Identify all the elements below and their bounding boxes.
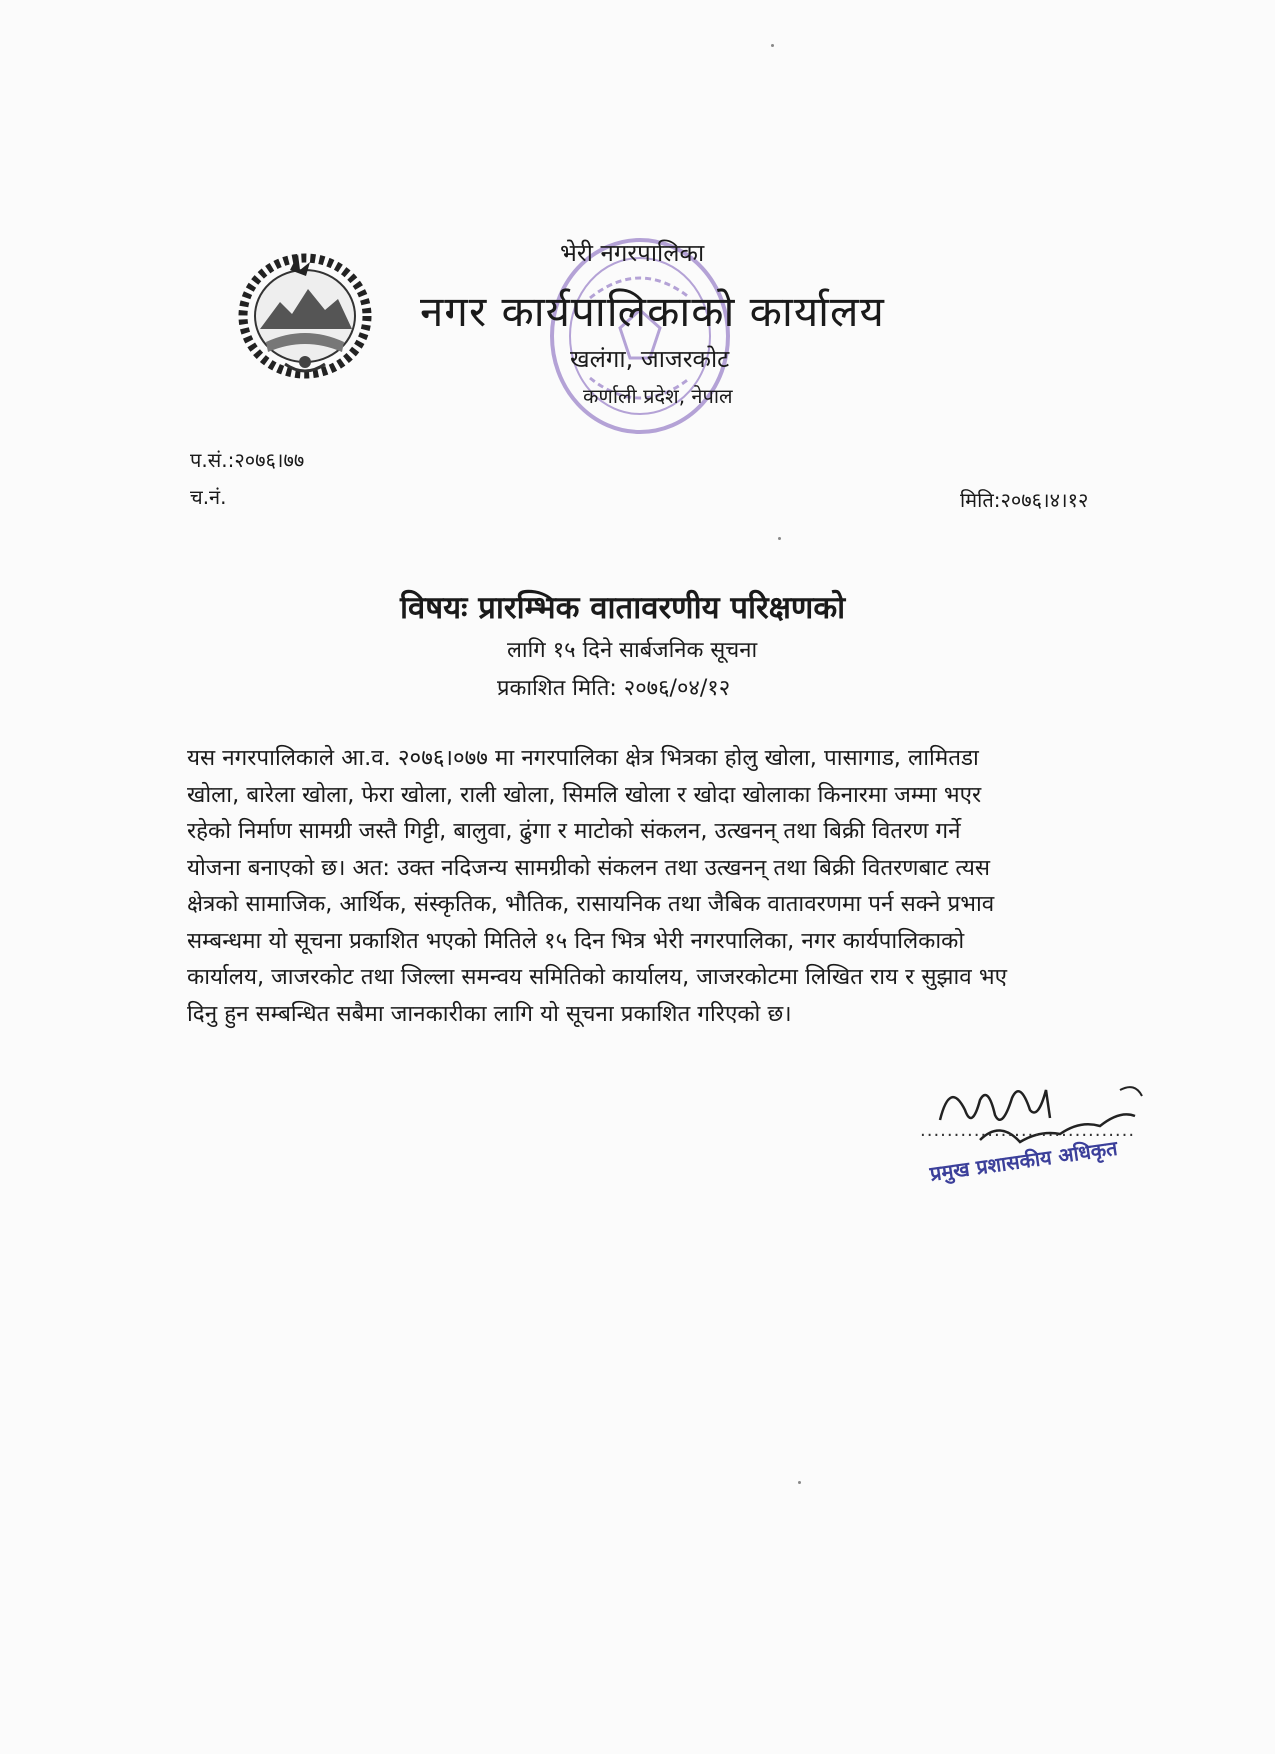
body-line: कार्यालय, जाजरकोट तथा जिल्ला समन्वय समितिको कार्यालय, जाजरकोटमा लिखित राय र सुझाव भए: [187, 964, 1007, 990]
scan-speck: [778, 537, 781, 540]
province-country: कर्णाली प्रदेश, नेपाल: [583, 384, 733, 408]
published-date: प्रकाशित मिति: २०७६/०४/१२: [497, 676, 731, 701]
municipality-name: भेरी नगरपालिका: [560, 239, 705, 267]
body-line: योजना बनाएको छ। अत: उक्त नदिजन्य सामग्रीको संकलन तथा उत्खनन् तथा बिक्री वितरणबाट त्यस: [187, 854, 991, 881]
patra-sankhya: प.सं.:२०७६।७७: [190, 448, 305, 472]
chalani-number: च.नं.: [190, 485, 227, 509]
body-line: रहेको निर्माण सामग्री जस्तै गिट्टी, बालुवा, ढुंगा र माटोको संकलन, उत्खनन् तथा बिक्री वितरण गर्ने: [187, 818, 961, 844]
body-line: खोला, बारेला खोला, फेरा खोला, राली खोला, सिमलि खोला र खोदा खोलाका किनारमा जम्मा भएर: [187, 781, 982, 808]
notice-body: [187, 740, 1147, 1032]
body-line: क्षेत्रको सामाजिक, आर्थिक, संस्कृतिक, भौतिक, रासायनिक तथा जैबिक वातावरणमा पर्न सक्ने प्रभाव: [187, 891, 995, 917]
letter-date: मिति:२०७६।४।१२: [960, 488, 1089, 512]
subject-title: विषयः प्रारम्भिक वातावरणीय परिक्षणको: [400, 590, 846, 626]
nepal-government-emblem-icon: [230, 244, 380, 384]
scan-speck: [771, 44, 774, 47]
scan-speck: [798, 1481, 801, 1484]
subject-line-2: लागि १५ दिने सार्बजनिक सूचना: [507, 638, 758, 663]
office-name: नगर कार्यपालिकाको कार्यालय: [420, 287, 885, 336]
signature-line: ................................: [920, 1120, 1136, 1141]
body-line: सम्बन्धमा यो सूचना प्रकाशित भएको मितिले १५ दिन भित्र भेरी नगरपालिका, नगर कार्यपालिकाको: [187, 927, 965, 954]
signatory-title: प्रमुख प्रशासकीय अधिकृत: [928, 1135, 1119, 1186]
office-location: खलंगा, जाजरकोट: [570, 345, 730, 373]
body-line: दिनु हुन सम्बन्धित सबैमा जानकारीका लागि यो सूचना प्रकाशित गरिएको छ।: [187, 1000, 792, 1027]
body-line: यस नगरपालिकाले आ.व. २०७६।०७७ मा नगरपालिका क्षेत्र भित्रका होलु खोला, पासागाड, लामितडा: [187, 745, 979, 771]
